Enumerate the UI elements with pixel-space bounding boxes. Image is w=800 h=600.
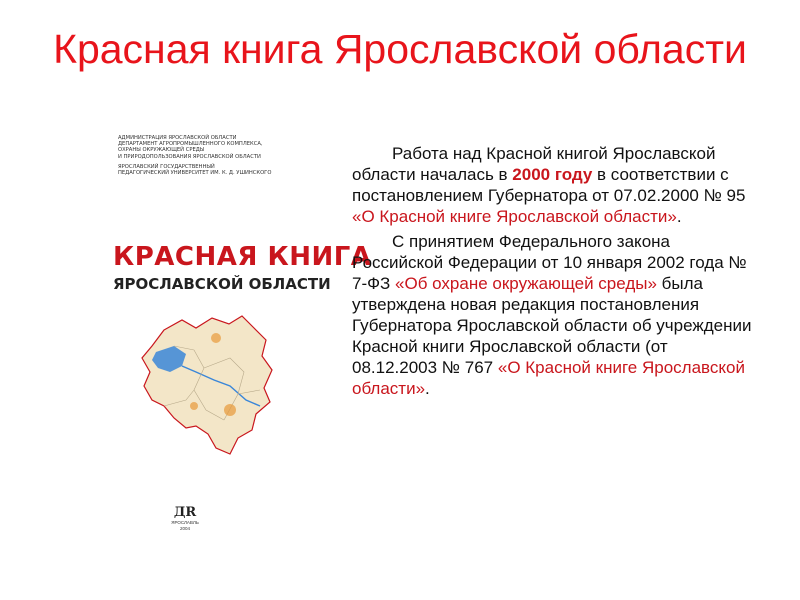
cover-header-line: ЯРОСЛАВСКИЙ ГОСУДАРСТВЕННЫЙ: [118, 163, 215, 170]
cover-header-line: И ПРИРОДОПОЛЬЗОВАНИЯ ЯРОСЛАВСКОЙ ОБЛАСТИ: [118, 153, 261, 160]
publisher-logo: ДR: [173, 505, 197, 520]
decree-title-2: «О Красной книге Ярославской области»: [352, 358, 745, 398]
p2-text-b: была утверждена новая редакция постановления Губернатора Ярославской области об учреждении Красной книги Ярославской области (от 08.12.2003 № 767: [352, 274, 752, 377]
cover-title-line2: ЯРОСЛАВСКОЙ ОБЛАСТИ: [113, 275, 331, 293]
paragraph-1: [352, 143, 757, 227]
paragraph-2: [352, 231, 757, 399]
p1-text-b: в соответствии с постановлением Губернатора от 07.02.2000 № 95: [352, 165, 746, 205]
cover-header-line: ПЕДАГОГИЧЕСКИЙ УНИВЕРСИТЕТ ИМ. К. Д. УШИНСКОГО: [118, 170, 272, 177]
law-title: «Об охране окружающей среды»: [395, 274, 657, 293]
publisher-year: 2004: [179, 526, 190, 531]
region-outline: [142, 316, 272, 454]
yaroslavl-region-map: [134, 310, 284, 460]
p1-text-a: Работа над Красной книгой Ярославской области началась в: [352, 144, 716, 184]
decree-title: «О Красной книге Ярославской области»: [352, 207, 677, 226]
p1-text-c: .: [676, 207, 682, 226]
book-cover-image: [110, 135, 372, 555]
slide-title: Красная книга Ярославской области: [53, 26, 747, 72]
cover-header-line: ОХРАНЫ ОКРУЖАЮЩЕЙ СРЕДЫ: [118, 147, 205, 154]
publisher-block: [165, 505, 205, 532]
cover-header-line: ДЕПАРТАМЕНТ АГРОПРОМЫШЛЕННОГО КОМПЛЕКСА,: [118, 141, 263, 148]
p2-text-c: .: [425, 379, 430, 398]
p2-text-a: С принятием Федерального закона Российской Федерации от 10 января 2002 года № 7-ФЗ: [352, 232, 747, 293]
cover-title-line1: КРАСНАЯ КНИГА: [113, 242, 372, 272]
cover-header: [118, 135, 278, 176]
cover-header-line: АДМИНИСТРАЦИЯ ЯРОСЛАВСКОЙ ОБЛАСТИ: [118, 135, 237, 141]
year-highlight: 2000 году: [512, 165, 593, 184]
body-text: [352, 143, 757, 403]
publisher-city: ЯРОСЛАВЛЬ: [171, 520, 199, 525]
